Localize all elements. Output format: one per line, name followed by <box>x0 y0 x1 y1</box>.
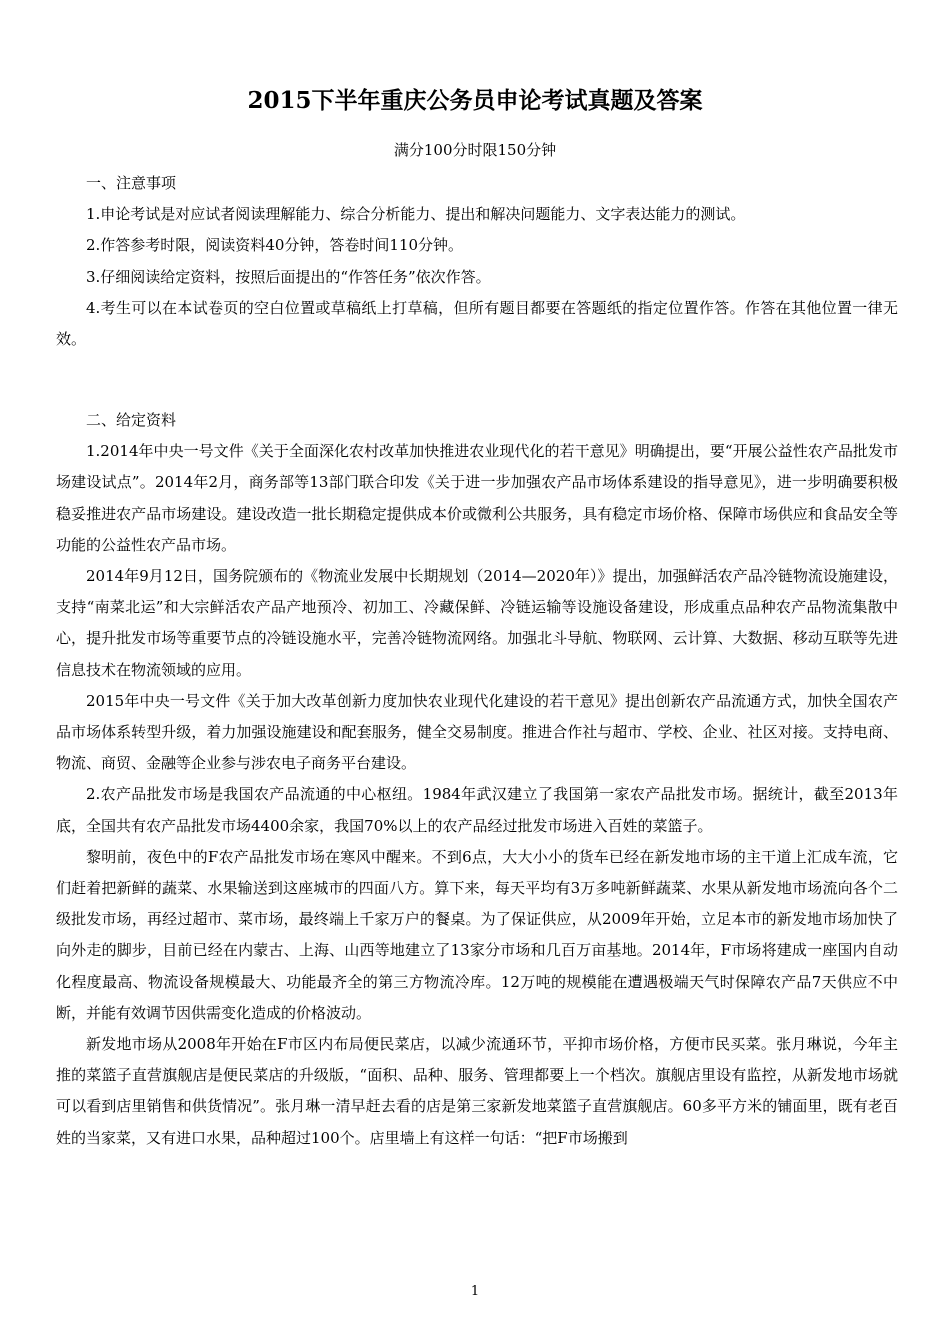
materials-heading: 二、给定资料 <box>86 411 177 429</box>
materials-paragraph: 2015年中央一号文件《关于加大改革创新力度加快农业现代化建设的若干意见》提出创新农产品流通方式，加快全国农产品市场体系转型升级，着力加强设施建设和配套服务，健全交易制度。推进合作社与超市、学校、企业、社区对接。支持电商、物流、商贸、金融等企业参与涉农电子商务平台建设。 <box>56 691 898 773</box>
materials-paragraph: 1.2014年中央一号文件《关于全面深化农村改革加快推进农业现代化的若干意见》明确提出，要“开展公益性农产品批发市场建设试点”。2014年2月，商务部等13部门联合印发《关于进一步加强农产品市场体系建设的指导意见》，进一步明确要积极稳妥推进农产品市场建设。建设改造一批长期稳定提供成本价或微利公共服务，具有稳定市场价格、保障市场供应和食品安全等功能的公益性农产品市场。 <box>56 442 898 554</box>
notice-item-4: 4.考生可以在本试卷页的空白位置或草稿纸上打草稿，但所有题目都要在答题纸的指定位置作答。作答在其他位置一律无效。 <box>56 298 898 349</box>
document-title: 2015下半年重庆公务员申论考试真题及答案 <box>247 87 703 114</box>
materials-paragraph: 2.农产品批发市场是我国农产品流通的中心枢纽。1984年武汉建立了我国第一家农产品批发市场。据统计，截至2013年底，全国共有农产品批发市场4400余家，我国70%以上的农产品经过批发市场进入百姓的菜篮子。 <box>56 785 898 835</box>
page-number: 1 <box>470 1284 480 1299</box>
notice-section <box>56 168 898 355</box>
notice-item-2: 2.作答参考时限，阅读资料40分钟，答卷时间110分钟。 <box>86 236 464 255</box>
materials-paragraph: 黎明前，夜色中的F农产品批发市场在寒风中醒来。不到6点，大大小小的货车已经在新发地市场的主干道上汇成车流，它们赶着把新鲜的蔬菜、水果输送到这座城市的四面八方。算下来，每天平均有3万多吨新鲜蔬菜、水果从新发地市场流向各个二级批发市场，再经过超市、菜市场，最终端上千家万户的餐桌。为了保证供应，从2009年开始，立足本市的新发地市场加快了向外走的脚步，目前已经在内蒙古、上海、山西等地建立了13家分市场和几百万亩基地。2014年，F市场将建成一座国内自动化程度最高、物流设备规模最大、功能最齐全的第三方物流冷库。12万吨的规模能在遭遇极端天气时保障农产品7天供应不中断，并能有效调节因供需变化造成的价格波动。 <box>56 847 898 1022</box>
materials-paragraph: 2014年9月12日，国务院颁布的《物流业发展中长期规划（2014—2020年）》提出，加强鲜活农产品冷链物流设施建设，支持“南菜北运”和大宗鲜活农产品产地预冷、初加工、冷藏保鲜、冷链运输等设施设备建设，形成重点品种农产品物流集散中心，提升批发市场等重要节点的冷链设施水平，完善冷链物流网络。加强北斗导航、物联网、云计算、大数据、移动互联等先进信息技术在物流领域的应用。 <box>56 567 898 679</box>
notice-item-1: 1.申论考试是对应试者阅读理解能力、综合分析能力、提出和解决问题能力、文字表达能力的测试。 <box>86 205 746 224</box>
notice-heading: 一、注意事项 <box>86 174 177 192</box>
notice-item-3: 3.仔细阅读给定资料，按照后面提出的“作答任务”依次作答。 <box>86 267 491 286</box>
materials-paragraph: 新发地市场从2008年开始在F市区内布局便民菜店，以减少流通环节，平抑市场价格，方便市民买菜。张月琳说，今年主推的菜篮子直营旗舰店是便民菜店的升级版，“面积、品种、服务、管理都要上一个档次。旗舰店里设有监控，从新发地市场就可以看到店里销售和供货情况”。张月琳一清早赶去看的店是第三家新发地菜篮子直营旗舰店。60多平方米的铺面里，既有老百姓的当家菜，又有进口水果，品种超过100个。店里墙上有这样一句话：“把F市场搬到 <box>56 1035 898 1147</box>
document-subtitle: 满分100分时限150分钟 <box>393 141 557 159</box>
materials-section <box>56 405 898 1154</box>
